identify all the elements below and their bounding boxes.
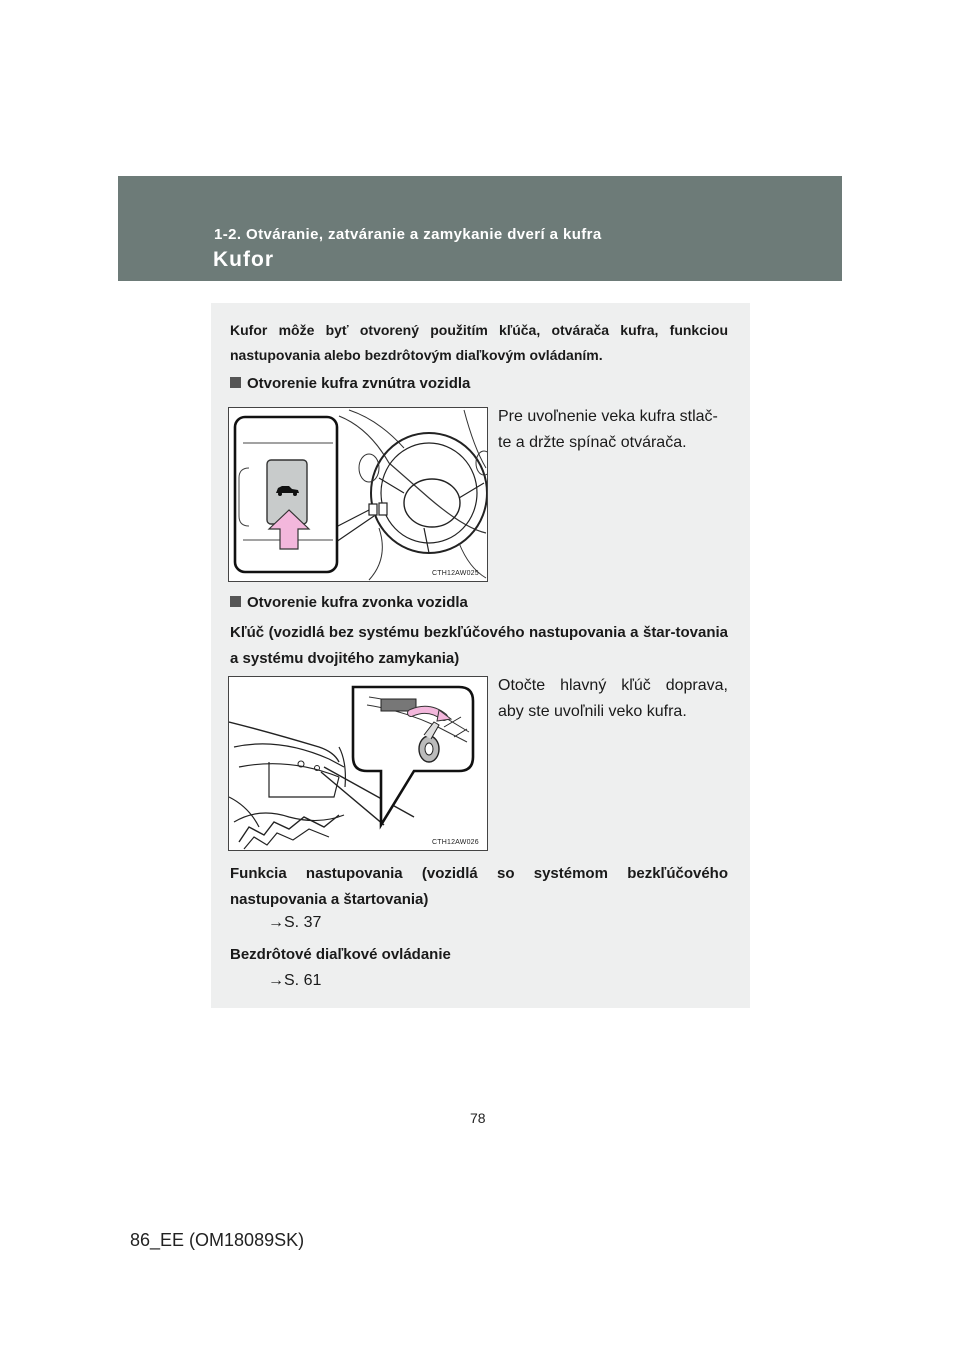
inside-instruction-line1: Pre uvoľnenie veka kufra stlač- (498, 408, 718, 425)
square-bullet-icon (230, 377, 241, 388)
chapter-header-band (118, 176, 842, 281)
heading-open-outside: Otvorenie kufra zvonka vozidla (230, 594, 468, 611)
entry-function-subheading: Funkcia nastupovania (vozidlá so systémom bezkľúčového nastupovania a štartovania) (230, 865, 728, 908)
key-instruction-line2: aby ste uvoľnili veko kufra. (498, 703, 687, 720)
figure-code: CTH12AW025 (432, 570, 479, 577)
page-title: Kufor (213, 248, 274, 271)
figure-trunk-key-cylinder (228, 676, 488, 851)
square-bullet-icon (230, 596, 241, 607)
trunk-opener-illustration (229, 408, 487, 581)
remote-control-page-ref[interactable]: →S. 61 (268, 972, 322, 989)
key-subheading: Kľúč (vozidlá bez systému bezkľúčového nastupovania a štar-tovania a systému dvojitého zamykania) (230, 624, 728, 667)
remote-control-subheading: Bezdrôtové diaľkové ovládanie (230, 946, 451, 963)
figure-code: CTH12AW026 (432, 839, 479, 846)
key-instruction-line1: Otočte hlavný kľúč doprava, (498, 677, 728, 694)
chapter-section-title: 1-2. Otváranie, zatváranie a zamykanie dverí a kufra (214, 226, 602, 243)
key-cylinder-illustration (229, 677, 487, 850)
inside-instruction-line2: te a držte spínač otvárača. (498, 434, 687, 451)
entry-function-page-ref[interactable]: →S. 37 (268, 914, 322, 931)
intro-paragraph: Kufor môže byť otvorený použitím kľúča, otvárača kufra, funkciou nastupovania alebo bezdrôtovým diaľkovým ovládaním. (230, 322, 728, 363)
figure-trunk-opener-interior (228, 407, 488, 582)
document-code: 86_EE (OM18089SK) (130, 1230, 305, 1250)
page-number: 78 (470, 1110, 486, 1126)
heading-open-inside: Otvorenie kufra zvnútra vozidla (230, 375, 470, 392)
